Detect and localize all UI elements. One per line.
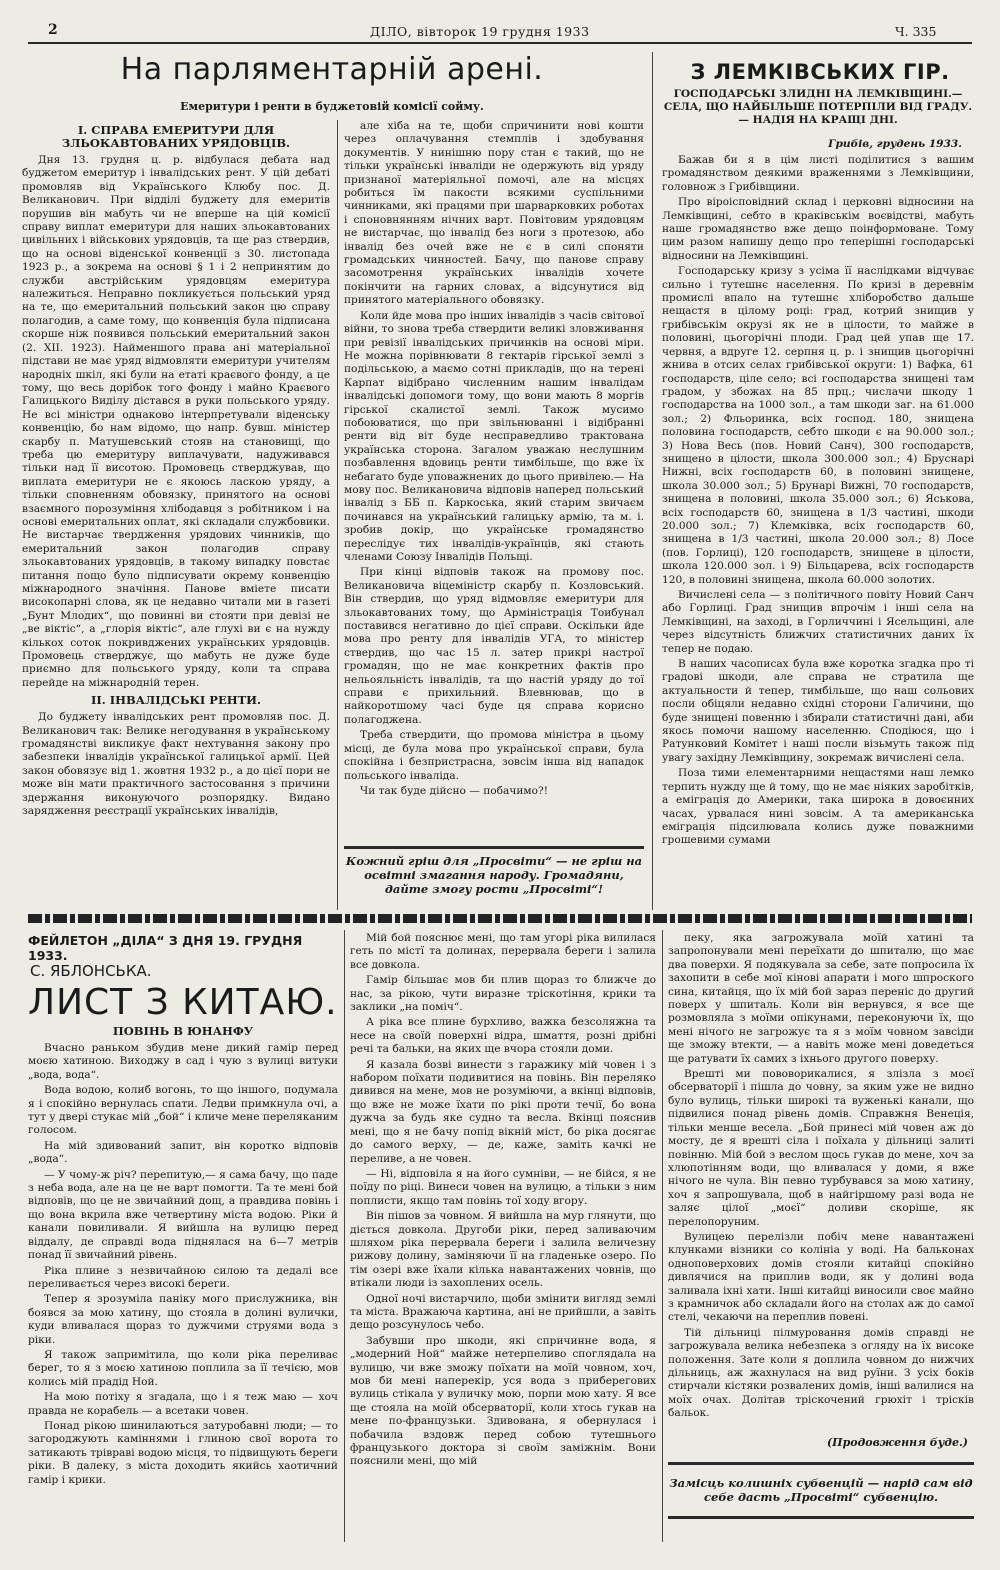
paragraph: На мій здивований запит, він коротко відповів „вода“. (28, 1139, 338, 1166)
feuilleton-col-2 (350, 932, 656, 1542)
paragraph: Бажав би я в цім листі поділитися з вашим громадянством деякими враженнями з Лемківщини, головнож з Грибівщини. (662, 154, 974, 193)
section-heading-1: I. СПРАВА ЕМЕРИТУРИ ДЛЯ ЗЛЬОКАВТОВАНИХ УРЯДОВЦІВ. (61, 123, 291, 150)
paragraph: Понад рікою шинилаються затуробавні люди; — то загороджують каміннями і глиною свої ворота то затикають трівраві водою місця, то підвищують береги ріки. В далеку, з міста доходить якийсь хаотичний гамір і крики. (28, 1419, 338, 1486)
column-divider (652, 52, 653, 910)
header-rule (28, 42, 972, 44)
feuilleton-subtitle: ПОВІНЬ В ЮНАНФУ (112, 1024, 254, 1038)
column-divider (337, 120, 338, 910)
page-number: 2 (48, 22, 58, 38)
masthead: ДІЛО, вівторок 19 грудня 1933 (370, 24, 590, 39)
paragraph: Про віроісповідний склад і церковні відносини на Лемківщині, себто в краківськім воєвідстві, мабуть наше громадянство вже дещо поінформоване. Тому цим разом напишу дещо про теперішні господарські відносини на Лемківщині. (662, 196, 974, 262)
section-heading-2: II. ІНВАЛІДСЬКІ РЕНТИ. (90, 693, 262, 708)
paragraph: Вулицею перелізли побіч мене навантажені клунками візники со колініа у воді. На бальконах одноповерхових домів стояли китайці спокійно дивлячися на приплив води, як у долині вода заливала іхні хати. Інші китайці виносили своє майно з крамничок або складали його на столах аж до самої стелі, чекаючи на переплив повені. (668, 1230, 974, 1324)
slogan-rule (668, 1462, 974, 1465)
paragraph: Ріка плине з незвичайною силою та дедалі все переливається через високі береги. (28, 1264, 338, 1290)
column-divider (662, 930, 663, 1542)
prosvita-slogan: Кожний гріш для „Просвіти“ — не гріш на освітні змагання народу. Громадяни, дайте змогу рости „Просвіті“! (345, 854, 643, 896)
paragraph: але хіба на те, щоби спричинити нові кошти через оплачування стемплів і здобування документів. У нинішню пору стан є такий, що не тільки українські інваліди не одержують від уряду признаної матеріяльної помочі, але на місцях робиться їм пакости всякими суспільними чинниками, які працями при шарварковких роботах і споновнянням нічних варт. Повітовим урядовцям не вистарчає, що інвалід без ноги з протезою, або інвалід без очей вже не є в силі споняти громадських чинностей. Бачу, що панове справу засомотрення українських інвалідів хочете покінчити на гарних словах, а відсунутися від принятого матеріального обовязку. (344, 120, 644, 307)
paragraph: Я казала бозві винести з гаражику мій човен і з набором поїхати подивитися на повінь. Він переляко дивився на мене, мов не розуміючи, а вкінці відповів, що вже не може їхати по рікі проти течії, бо вона дужча за будь яке судно та весла. Вкінці пояснив мені, що я не бачу попід вікній міст, бо ріка досягає до самого верху, — де, каже, заміть качкі не переливе, а не човен. (350, 1058, 656, 1165)
paragraph: Я також запримітила, що коли ріка переливає берег, то я з моєю хатиною поплила за її течією, мов колись мій прадід Ной. (28, 1348, 338, 1388)
paragraph: А ріка все плине бурхливо, важка безсоляжна та несе на своїй поверхні відра, шмаття, розні дрібні речі та бальки, на яких ще вчора стояли доми. (350, 1016, 656, 1056)
to-be-continued: (Продовження буде.) (826, 1436, 968, 1449)
paragraph: Треба ствердити, що промова міністра в цьому місці, де була мова про української справи, була спокійна і безпристрасна, зовсім інша від нападок польського інваліда. (344, 729, 644, 782)
paragraph: Чи так буде дійсно — побачимо?! (360, 784, 548, 797)
paragraph: Мій бой пояснює мені, що там угорі ріка вилилася геть по містї та долинах, перервала береги і залила все довкола. (350, 932, 656, 971)
paragraph: Дня 13. грудня ц. р. відбулася дебата над буджетом емеритур і інвалідських рент. У цій дебаті промовляв від Українського Клюбу пос. Д. Великанович. При відділі буджету для емеритів порушив він мабуть чи не вперше на цій комісії справу виплат емеритури для наших зльокавтованих цивільних і військових урядовців, та ще раз ствердив, що на основі віденської конвенції з 30. листопада 1923 р., а зокрема на основі § 1 і 2 непринятим до служби австрійським урядовцям емеритура належиться. Неправно покликується польський уряд на те, що емеритальний польський закон цю справу полагодив, а саме тому, що конвенція була підписана скорше ніж появився польський емеритальний закон (2. XII. 1923). Найменшого права ані матеріальної підстави не має уряд відмовляти емеритури учителям народніх шкіл, які були на етаті краєвого фонду, а це тому, що весь дорібок того фонду і майно Краєвого Галицького Виділу дістався в руки польського уряду. Не всі міністри однаково інтерпретували віденську конвенцію, бо нам відомо, що напр. бувш. міністер скарбу п. Матушевський стояв на становищі, що треба цю емеритуру виплачувати, надуживався тільки над її висотою. Промовець стверджував, що виплата емеритури не є якоюсь ласкою уряду, а тільки сповненням обовязку, принятого на основі взаємного порозуміння хлібодавця з робітником і на основі емеритальних оплат, які складали службовики. Не вистарчає твердження урядових чинників, що емеритальний закон полагодив справу зльокавтованих урядовців, в такому випадку повстає питання пощо було підписувати окрему конвенцію міжнародного значіння. Панове вміете писати високопарні слова, як це недавно читали ми в газеті „Бунт Млодих“, що повинні ви стояти при девізі не „ве віктіс“, а „глорія віктіс“, але глухі ви є на нужду кількох соток покривджених українських урядовців. Промовець стверджує, що мабуть не дуже буде приємно для польського уряду, коли та справа перейде на міжнародній терен. (22, 154, 330, 689)
paragraph: Забувши про шкоди, які спричинне вода, я „модерний Ной“ майже нетерпеливо споглядала на вулицю, чи вже зможу поїхати на моїй човном, хоч, мов би мені наперекір, уся вода з приберегових вулиць стікала у вуличку мою, порпи мою хату. Я все ще стояла на моїй обсерваторії, коли хтось гукав на мене по-французьки. Здивована, я обернулася і побачила вздовж перед собою тутешнього французького доктора зі своїм заміжнім. Вони пояснили мені, що мій (350, 1334, 656, 1468)
issue-number: Ч. 335 (895, 24, 937, 39)
paragraph: — У чому-ж річ? перепитую,— я сама бачу, що паде з неба вода, але на це не варт помогти. Та те мені бой відповів, що це не звичайний дощ, а правдива повінь і що вона вкрила вже четвертину міста водою. Ріки й канали повиливали. Я вийшла на вулицю перед віддалу, де справді вода піднялася на 6—7 метрів понад її звичайний рівень. (28, 1168, 338, 1262)
paragraph: Вода водою, колиб вогонь, то що іншого, подумала я і спокійно вернулась спати. Ледви примкнула очі, а тут у двері стукає мій „бой“ і кличе мене переляканим голосом. (28, 1084, 338, 1137)
lemko-dateline: Грибів, грудень 1933. (828, 138, 962, 150)
parliament-col-2 (344, 120, 644, 842)
lemko-text (662, 154, 974, 910)
lemko-title: З ЛЕМКІВСЬКИХ ГІР. (690, 60, 950, 84)
feuilleton-author: С. ЯБЛОНСЬКА. (30, 962, 152, 980)
paragraph: До буджету інвалідських рент промовляв пос. Д. Великанович так: Велике негодування в українському громадянстві викликує факт нехтування закону про забезпеки інвалідів української галицької армії. Цей закон обовязує від 1. жовтня 1932 р., а до цієї пори не може він мати практичного застосовання з причини здержання виконуючого розпорядку. Видано зарядження реєстрації українських інвалідів, (22, 711, 330, 818)
paragraph: Врешті ми пововорикалися, я злізла з моєї обсерваторії і пішла до човну, за яким уже не видно було вулиць, тільки широкі та вуженькі канали, що підвилися понад рівень домів. Справжня Венеція, тільки менше весела. „Бой принесі мій човен аж до мосту, де я врешті сіла і поїхала у дільниці залиті повінню. Мій бой з веслом щось гукав до мене, хоч за хлюпотінням води, що вливалася у доми, я вже нічого не чула. Він певно турбувався за мою хатину, хоч я запрошувала, щоб в найгіршому разі вода не заляє цілої „моєї“ доливи скоріше, як перелопоруним. (668, 1068, 974, 1228)
article-subtitle: Емеритури і ренти в буджетовій комісії сойму. (180, 100, 484, 113)
paragraph: Вчасно раньком збудив мене дикий гамір перед моєю хатиною. Виходжу в сад і чую з вулиці витуки „вода, вода“. (28, 1042, 338, 1081)
paragraph: Тепер я зрозуміла паніку мого прислужника, він боявся за мою хатину, що стояла в долині вулички, куди вливалася щораз то дужчими струями вода з ріки. (28, 1293, 338, 1346)
paragraph: пеку, яка загрожувала моїй хатині та запропонували мені переїхати до шпиталю, що має два поверхи. Я подякувала за себе, зате попросила їх захопити в себе мої кінові апарати і мого шпроского сина, китайця, що їх мій бой зараз переніс до другий поверх у шпиталь. Коли він вернувся, я все ще розмовляла з моїми опікунами, переконуючи їх, що мені нічого не загрожує та я з моїм човном завсіди ще зможу втекти, — а навіть може мені доведеться ще ратувати їх самих з іхнього другого поверху. (668, 932, 974, 1065)
paragraph: Одної ночі вистарчило, щоби змінити вигляд землі та міста. Вражаюча картина, ані не прийшли, а завіть дещо розсунулось чебо. (350, 1292, 656, 1332)
feuilleton-rubric: ФЕЙЛЕТОН „ДІЛА“ З ДНЯ 19. ГРУДНЯ 1933. (28, 933, 303, 963)
paragraph: — Ні, відповіла я на його сумніви, — не бійся, я не поїду по ріці. Винеси човен на вулицю, а тільки з ним поплисти, якщо там повінь тої ходу вгору. (350, 1167, 656, 1207)
slogan-rule (344, 846, 644, 849)
feuilleton-col-3 (668, 932, 974, 1432)
subvention-slogan: Замісць колишніх субвенцій — нарід сам від себе дасть „Просвіті“ субвенцію. (669, 1476, 973, 1504)
feuilleton-title: ЛИСТ З КИТАЮ. (28, 982, 338, 1023)
paragraph: Гамір більшає мов би плив щораз то ближче до нас, за рікою, чути виразне тріскотіння, крики та заклики „на поміч“. (350, 974, 656, 1014)
paragraph: Коли йде мова про інших інвалідів з часів світової війни, то знова треба ствердити великі зловживання при ревізії інвалідських причинків на основі міри. Не можна порівнювати 8 гектарів гірської землі з подільською, а маємо сотні прикладів, що на терені Карпат відібрано численним нашим інвалідам інвалідські допомоги тому, що вони мають 8 моргів гірської скалистої землі. Також мусимо побоюватися, що при звільнюванні і відібранні ренти від віт буде несправедливо трактована українська сторона. Загалом уважаю неслушним позбавлення вдовиць ренти тимбільше, що вже їх небагато буде уповажнених до цього привілею.— На мову пос. Великановича відповів наперед польський інвалід з ББ п. Каркоська, який старим звичаєм починався на український галицьку армію, та м. і. зробив докір, що українське громадянство переслідує тих інвалідів-українців, які стають членами Союзу Інвалідів Польщі. (344, 309, 644, 563)
feuilleton-separator (28, 914, 972, 923)
lemko-subtitle: ГОСПОДАРСЬКІ ЗЛИДНІ НА ЛЕМКІВЩИНІ.— СЕЛА, ЩО НАЙБІЛЬШЕ ПОТЕРПІЛИ ВІД ГРАДУ. — НАДІЯ НА КРАЩІ ДНІ. (663, 88, 973, 126)
paragraph: При кінці відповів також на промову пос. Великановича віцеміністр скарбу п. Козловський. Він ствердив, що уряд відмовляє емеритури для зльокавтованих тому, що Арміністрація Тоибунал поставився негативно до цієї справи. Оскільки йде мова про ренту для інвалідів УГА, то міністер ствердив, що час 15 л. затер прикрі настрої громадян, що не має конкретних фактів про нельояльність інвалідів, та що настій уряду до тої справи є прихильний. Влевнював, що в найкоротшому часі буде ця справа корисно полагоджена. (344, 566, 644, 726)
paragraph: Він пішов за човном. Я вийшла на мур глянути, що діється довкола. Другоби ріки, перед заливаючим шляхом ріка перервала береги і залила величезну рижову долину, заміняючи її на гладеньке озеро. По тім озері вже їхали кілька навантажених човнів, що втікали люди із захоплених осель. (350, 1210, 656, 1290)
paragraph: Тій дільниці пілмуровання домів справді не загрожувала велика небезпека з огляду на їх високе положення. Зате коли я доплила човном до нижчих дільниць, аж жахнулася на вид руїни. З усіх боків стирчали кістяки розвалених домів, інші валилися на моїх очах. Долітав тріскочений грюхіт і трісків бальок. (668, 1326, 974, 1420)
paragraph: Поза тими елементарними нещастями наш лемко терпить нужду ще й тому, що не має ніяких заробітків, а еміграція до Америки, така широка в довоєнних часах, урвалася нині зовсім. А та американська еміграція підсилювала колись дуже поважними грошевими сумами (662, 767, 974, 847)
slogan-rule (668, 1516, 974, 1519)
paragraph: На мою потіху я згадала, що і я теж маю — хоч правда не корабель — а всетаки човен. (28, 1391, 338, 1417)
paragraph: Господарську кризу з усіма її наслідками відчуває сильно і тутешнє населення. По кризі в деревнім промислі впало на тутешнє хліборобство дальше нещастя в цілому році: град, котрий знищив у грибівськім окрузі як не в цілости, то майже в половині, цьогорічні плоди. Град цей упав ще 17. червня, а вдруге 12. серпня ц. р. і знищив цьогорічні жнива в отсих селах грибівської округи: 1) Вафка, 61 господарств, ціле село; всі господарства знищені там градом, у збожах на 85 прц.; числачи шкоду 1 господарства на 1000 зол., а там шкоди заг. на 61.000 зол.; 2) Фльоринка, всіх господ. 180, знищена половина господарств, себто шкоди є на 90.000 зол.; 3) Нова Весь (пов. Новий Санч), 300 господарств, знищено в цілости, школа 300.000 зол.; 4) Бруснарі Нижні, всіх господарств 60, в половині знищене, школа 30.000 зол.; 5) Брунарі Вижні, 70 господарств, знищена в половині, школа 35.000 зол.; 6) Яськова, всіх господарств 60, знищена в 1/3 частині, шкоди 20.000 зол.; 7) Клемківка, всіх господарств 60, знищена в 1/3 частині, школа 20.000 зол.; 8) Лосе (пов. Горлиці), 120 господарств, знищене в цілости, школа 120.000 зол. і 9) Більцарева, всіх господарств 120, в половині знищена, школа 60.000 золотих. (662, 265, 974, 586)
article-title: На парляментарній арені. (120, 52, 544, 87)
column-divider (344, 930, 345, 1542)
parliament-col-1 (22, 120, 330, 910)
paragraph: В наших часописах була вже коротка згадка про ті градові шкоди, але справа не стратила ще актуальности й тепер, тимбільше, що наш сольових посли обіцяли недавно східні сторони Галичини, що буде знищені повенню і збирали статистичні дані, аби якось помочи нашому населенню. Сподіюся, що і Ратунковий Комітет і наші посли візьмуть також під увагу західну Лемківщину, зокремаж вичислені села. (662, 658, 974, 764)
paragraph: Вичислені села — з політичного повіту Новий Санч або Горлиці. Град знищив впрочім і інші села на Лемківщині, на заході, в Горличчині і Ясельщині, але через відсутність ближчих статистичних даних їх тепер не подаю. (662, 589, 974, 655)
feuilleton-col-1 (28, 1042, 338, 1542)
